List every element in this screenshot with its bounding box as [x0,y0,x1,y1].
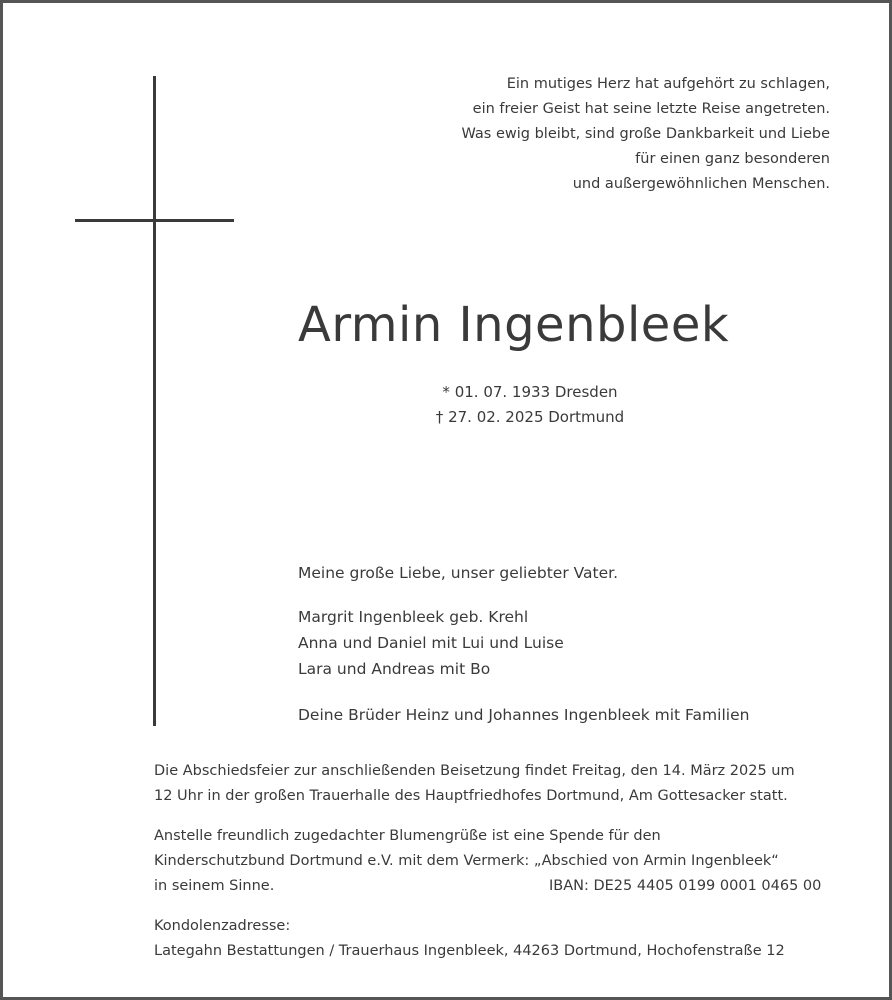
iban: IBAN: DE25 4405 0199 0001 0465 00 [549,878,822,894]
donation-notice [154,824,834,899]
poem [310,72,830,197]
information-section [154,759,834,979]
poem-line: für einen ganz besonderen [635,151,830,167]
brothers-line: Deine Brüder Heinz und Johannes Ingenbleek mit Familien [298,706,750,724]
deceased-name: Armin Ingenbleek [298,297,730,353]
donation-line: Kinderschutzbund Dortmund e.V. mit dem Vermerk: „Abschied von Armin Ingenbleek“ [154,853,779,869]
cross-horizontal-bar [75,219,234,222]
poem-line: Was ewig bleibt, sind große Dankbarkeit und Liebe [461,126,830,142]
mourners [298,560,749,728]
poem-line: Ein mutiges Herz hat aufgehört zu schlagen, [506,76,830,92]
family-member: Lara und Andreas mit Bo [298,660,491,678]
condolence-label: Kondolenzadresse: [154,918,291,934]
donation-line: Anstelle freundlich zugedachter Blumengrüße ist eine Spende für den [154,828,661,844]
ceremony-line: 12 Uhr in der großen Trauerhalle des Hauptfriedhofes Dortmund, Am Gottesacker statt. [154,788,788,804]
family-member: Margrit Ingenbleek geb. Krehl [298,608,529,626]
family-member: Anna und Daniel mit Lui und Luise [298,634,564,652]
donation-iban-row [154,874,834,899]
love-line: Meine große Liebe, unser geliebter Vater. [298,564,619,582]
poem-line: ein freier Geist hat seine letzte Reise angetreten. [472,101,830,117]
donation-line: in seinem Sinne. [154,878,275,894]
ceremony-line: Die Abschiedsfeier zur anschließenden Beisetzung findet Freitag, den 14. März 2025 um [154,763,795,779]
cross-vertical-bar [153,76,156,726]
condolence-address [154,914,834,964]
life-dates [380,380,680,430]
condolence-address-line: Lategahn Bestattungen / Trauerhaus Ingenbleek, 44263 Dortmund, Hochofenstraße 12 [154,943,785,959]
poem-line: und außergewöhnlichen Menschen. [572,176,830,192]
birth-date: * 01. 07. 1933 Dresden [442,383,618,401]
ceremony-notice [154,759,834,809]
death-date: † 27. 02. 2025 Dortmund [435,408,625,426]
